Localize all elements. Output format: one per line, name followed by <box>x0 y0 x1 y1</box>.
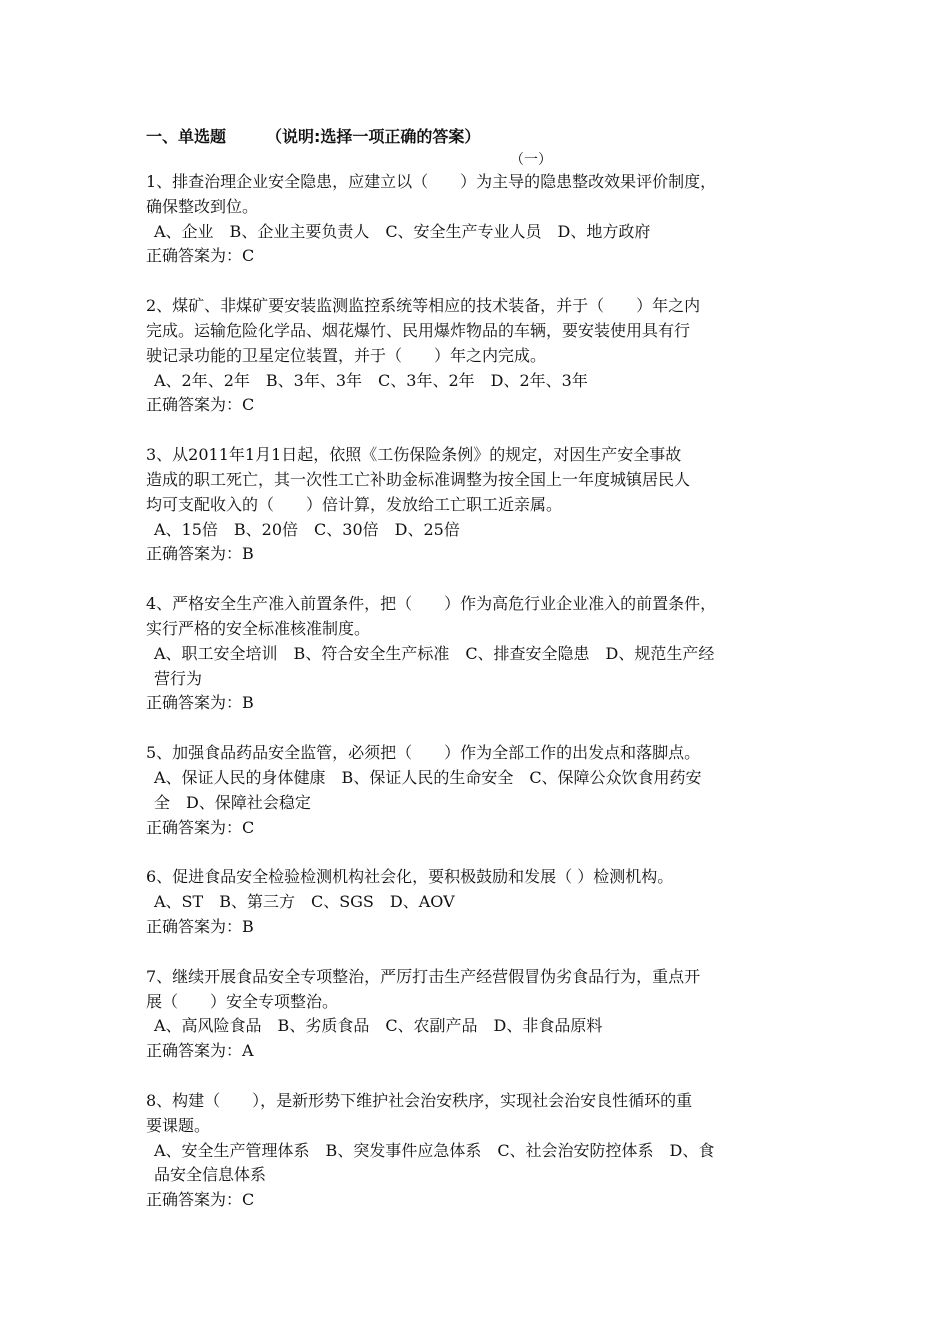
document-content <box>146 124 821 1238</box>
question-stem-line: 2、煤矿、非煤矿要安装监测监控系统等相应的技术装备，并于（ ）年之内 <box>146 296 701 316</box>
question-stem-line: 8、构建（ ），是新形势下维护社会治安秩序，实现社会治安良性循环的重 <box>146 1090 693 1110</box>
question-options: A、15倍 B、20倍 C、30倍 D、25倍 <box>154 519 460 539</box>
question-stem-line: 3、从2011年1月1日起，依照《工伤保险条例》的规定，对因生产安全事故 <box>146 445 682 465</box>
question-stem-line: 展（ ）安全专项整治。 <box>146 991 339 1011</box>
question-stem-line: 驶记录功能的卫星定位装置，并于（ ）年之内完成。 <box>146 345 547 365</box>
question-stem-line: 完成。运输危险化学品、烟花爆竹、民用爆炸物品的车辆，要安装使用具有行 <box>146 320 691 340</box>
question-stem-line: 7、继续开展食品安全专项整治，严厉打击生产经营假冒伪劣食品行为，重点开 <box>146 966 701 986</box>
correct-answer: 正确答案为：B <box>146 916 254 936</box>
correct-answer: 正确答案为：B <box>146 693 254 713</box>
question-options: A、企业 B、企业主要负责人 C、安全生产专业人员 D、地方政府 <box>154 221 651 241</box>
section-title: 一、单选题 <box>146 127 227 146</box>
section-heading <box>146 124 821 150</box>
question-options: 营行为 <box>154 668 203 688</box>
question-stem-line: 均可支配收入的（ ）倍计算，发放给工亡职工近亲属。 <box>146 494 563 514</box>
question-item <box>146 741 821 840</box>
section-note: （说明:选择一项正确的答案） <box>266 127 481 146</box>
question-stem-line: 要课题。 <box>146 1115 211 1135</box>
question-stem-line: 4、严格安全生产准入前置条件，把（ ）作为高危行业企业准入的前置条件， <box>146 594 717 614</box>
question-options: A、保证人民的身体健康 B、保证人民的生命安全 C、保障公众饮食用药安 <box>154 767 702 787</box>
question-options: A、ST B、第三方 C、SGS D、AOV <box>154 892 455 912</box>
question-options: A、高风险食品 B、劣质食品 C、农副产品 D、非食品原料 <box>154 1016 603 1036</box>
question-options: A、安全生产管理体系 B、突发事件应急体系 C、社会治安防控体系 D、食 <box>154 1140 715 1160</box>
correct-answer: 正确答案为：C <box>146 817 255 837</box>
question-stem-line: 5、加强食品药品安全监管，必须把（ ）作为全部工作的出发点和落脚点。 <box>146 743 701 763</box>
question-item <box>146 443 821 567</box>
question-list <box>146 170 821 1213</box>
question-stem-line: 6、促进食品安全检验检测机构社会化，要积极鼓励和发展（ ）检测机构。 <box>146 867 674 887</box>
question-item <box>146 294 821 418</box>
correct-answer: 正确答案为：B <box>146 544 254 564</box>
question-options: A、2年、2年 B、3年、3年 C、3年、2年 D、2年、3年 <box>154 370 588 390</box>
section-subtitle: （一） <box>510 152 552 168</box>
question-stem-line: 1、排查治理企业安全隐患，应建立以（ ）为主导的隐患整改效果评价制度， <box>146 172 717 191</box>
question-item <box>146 865 821 939</box>
question-options: 品安全信息体系 <box>154 1165 267 1185</box>
question-item <box>146 1089 821 1213</box>
question-stem-line: 确保整改到位。 <box>146 196 259 216</box>
question-item <box>146 965 821 1064</box>
question-options: A、职工安全培训 B、符合安全生产标准 C、排查安全隐患 D、规范生产经 <box>154 643 715 663</box>
question-stem-line: 实行严格的安全标准核准制度。 <box>146 618 371 638</box>
correct-answer: 正确答案为：C <box>146 395 255 415</box>
question-stem-line: 造成的职工死亡，其一次性工亡补助金标准调整为按全国上一年度城镇居民人 <box>146 469 691 489</box>
question-item <box>146 170 821 269</box>
correct-answer: 正确答案为：C <box>146 1190 255 1210</box>
correct-answer: 正确答案为：A <box>146 1041 254 1061</box>
correct-answer: 正确答案为：C <box>146 246 255 266</box>
question-item <box>146 592 821 716</box>
question-options: 全 D、保障社会稳定 <box>154 792 311 812</box>
